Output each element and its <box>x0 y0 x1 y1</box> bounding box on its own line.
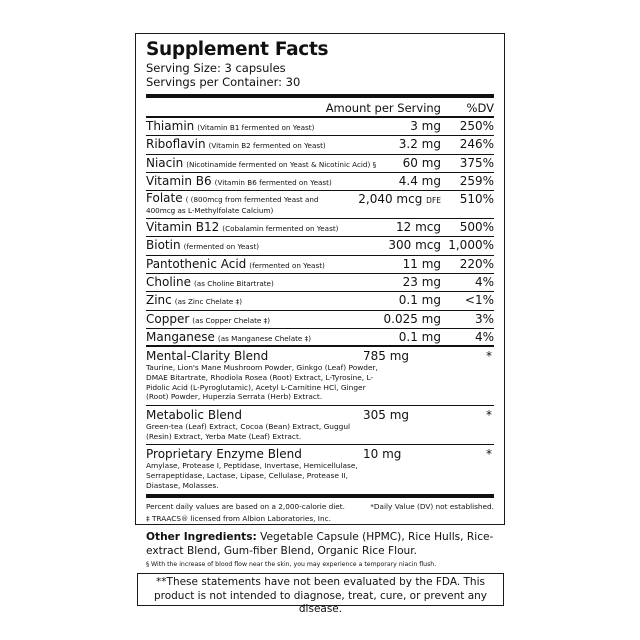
nutrient-name: Choline <box>146 275 191 290</box>
nutrient-name: Manganese <box>146 329 215 344</box>
blend-ingredients: Taurine, Lion's Mane Mushroom Powder, Ginkgo (Leaf) Powder, DMAE Bitartrate, Rhodiola Rosea (Root) Extract, L-Tyrosine, L-Pidolic Acid (L-Pyroglutamic), Acetyl L-Carnitine HCl, Ginger (Root) Powder, Huperzia Serrata (Herb) Extract. <box>146 363 378 402</box>
nutrient-amount: 300 mcg <box>388 238 441 253</box>
nutrient-dv: 220% <box>459 256 494 271</box>
nutrient-dv: 500% <box>459 220 494 235</box>
nutrient-name: Pantothenic Acid <box>146 256 247 271</box>
nutrient-name: Riboflavin <box>146 137 206 152</box>
blend-row <box>146 406 494 445</box>
nutrient-amount: 3.2 mg <box>398 137 441 152</box>
calorie-footnote: Percent daily values are based on a 2,000-calorie diet. <box>146 501 345 511</box>
nutrient-source: (Vitamin B2 fermented on Yeast) <box>208 141 326 151</box>
nutrient-row <box>146 329 494 347</box>
nutrient-dv: 259% <box>459 173 494 188</box>
nutrient-name: Copper <box>146 311 190 326</box>
nutrient-dv: 510% <box>459 192 494 207</box>
nutrient-row <box>146 256 494 274</box>
blend-row <box>146 445 494 497</box>
nutrient-amount: 2,040 mcg <box>358 192 423 207</box>
niacin-flush-note: § With the increase of blood flow near the skin, you may experience a temporary niacin flush. <box>146 561 437 568</box>
nutrient-amount: 3 mg <box>410 119 441 133</box>
blend-amount: 305 mg <box>363 408 410 423</box>
nutrient-name: Vitamin B6 <box>146 173 212 188</box>
blend-dv: * <box>486 447 492 462</box>
nutrient-name: Thiamin <box>146 119 195 133</box>
nutrient-source: (Nicotinamide fermented on Yeast & Nicotinic Acid) § <box>186 159 377 169</box>
nutrient-amount-unit: DFE <box>426 196 441 206</box>
nutrient-source: (Vitamin B6 fermented on Yeast) <box>214 177 332 187</box>
column-header-row <box>146 98 494 118</box>
blend-name: Proprietary Enzyme Blend <box>146 447 302 462</box>
nutrient-amount: 12 mcg <box>396 220 441 235</box>
supplement-facts-panel <box>135 33 505 525</box>
nutrient-dv: 1,000% <box>448 238 494 253</box>
nutrient-row <box>146 292 494 310</box>
fda-disclaimer: **These statements have not been evaluated by the FDA. This product is not intended to diagnose, treat, cure, or prevent any disease. <box>137 573 504 606</box>
amount-column-header: Amount per Serving <box>325 101 441 115</box>
dv-footnote: *Daily Value (DV) not established. <box>370 501 494 511</box>
nutrient-row <box>146 274 494 292</box>
nutrient-row <box>146 191 494 219</box>
nutrient-amount: 0.025 mg <box>383 311 441 326</box>
blend-name: Metabolic Blend <box>146 408 243 423</box>
nutrient-source: (fermented on Yeast) <box>249 260 325 270</box>
nutrient-row <box>146 155 494 173</box>
nutrient-dv: 246% <box>459 137 494 152</box>
blend-name: Mental-Clarity Blend <box>146 349 269 364</box>
nutrient-row <box>146 173 494 191</box>
nutrient-amount: 23 mg <box>402 275 441 290</box>
nutrient-amount: 60 mg <box>402 155 441 170</box>
nutrient-name: Biotin <box>146 238 181 253</box>
nutrient-amount: 0.1 mg <box>398 293 441 308</box>
blend-amount: 10 mg <box>363 447 402 462</box>
nutrient-name: Vitamin B12 <box>146 220 220 235</box>
nutrient-dv: 4% <box>474 275 494 290</box>
nutrient-dv: 375% <box>459 155 494 170</box>
blend-row <box>146 347 494 406</box>
nutrient-source: ( (800mcg from fermented Yeast and <box>185 195 319 205</box>
nutrient-dv: 3% <box>474 311 494 326</box>
nutrient-source: (as Zinc Chelate ‡) <box>174 297 243 307</box>
other-ingredients <box>146 530 506 558</box>
nutrient-amount: 11 mg <box>402 256 441 271</box>
blend-dv: * <box>486 408 492 423</box>
blend-dv: * <box>486 349 492 364</box>
servings-per-container: Servings per Container: 30 <box>146 75 301 89</box>
nutrient-source: (as Choline Bitartrate) <box>193 279 274 289</box>
nutrient-source: (Vitamin B1 fermented on Yeast) <box>197 123 315 132</box>
nutrient-source: (fermented on Yeast) <box>183 242 260 252</box>
nutrient-amount: 4.4 mg <box>398 173 441 188</box>
nutrient-name: Niacin <box>146 155 184 170</box>
dv-column-header: %DV <box>466 101 494 115</box>
nutrient-dv: 4% <box>474 329 494 344</box>
nutrient-dv: <1% <box>464 293 494 308</box>
other-ingredients-text: Vegetable Capsule (HPMC), Rice Hulls, Rice-extract Blend, Gum-fiber Blend, Organic Rice Flour. <box>146 531 494 557</box>
nutrient-row <box>146 118 494 136</box>
nutrient-row <box>146 237 494 255</box>
panel-footnotes <box>146 498 494 525</box>
other-ingredients-label: Other Ingredients: <box>146 531 257 543</box>
nutrient-amount: 0.1 mg <box>398 329 441 344</box>
serving-size: Serving Size: 3 capsules <box>146 61 286 75</box>
nutrient-name: Folate <box>146 191 183 206</box>
nutrient-row <box>146 219 494 237</box>
blend-ingredients: Amylase, Protease I, Peptidase, Invertase, Hemicellulase, Serrapeptidase, Lactase, Lipase, Cellulase, Protease II, Diastase, Molasses. <box>146 461 358 490</box>
blend-amount: 785 mg <box>363 349 410 364</box>
nutrient-source-continued: 400mcg as L-Methylfolate Calcium) <box>146 206 274 216</box>
nutrient-dv: 250% <box>459 119 494 133</box>
nutrient-row <box>146 311 494 329</box>
blend-ingredients: Green-tea (Leaf) Extract, Cocoa (Bean) Extract, Guggul (Resin) Extract, Yerba Mate (Leaf) Extract. <box>146 422 351 441</box>
nutrient-row <box>146 136 494 154</box>
nutrient-source: (as Copper Chelate ‡) <box>192 315 271 325</box>
panel-title: Supplement Facts <box>146 39 329 60</box>
nutrient-source: (as Manganese Chelate ‡) <box>217 333 312 343</box>
nutrient-source: (Cobalamin fermented on Yeast) <box>222 224 339 234</box>
traacs-footnote: ‡ TRAACS® licensed from Albion Laboratories, Inc. <box>146 513 331 523</box>
nutrient-name: Zinc <box>146 293 172 308</box>
